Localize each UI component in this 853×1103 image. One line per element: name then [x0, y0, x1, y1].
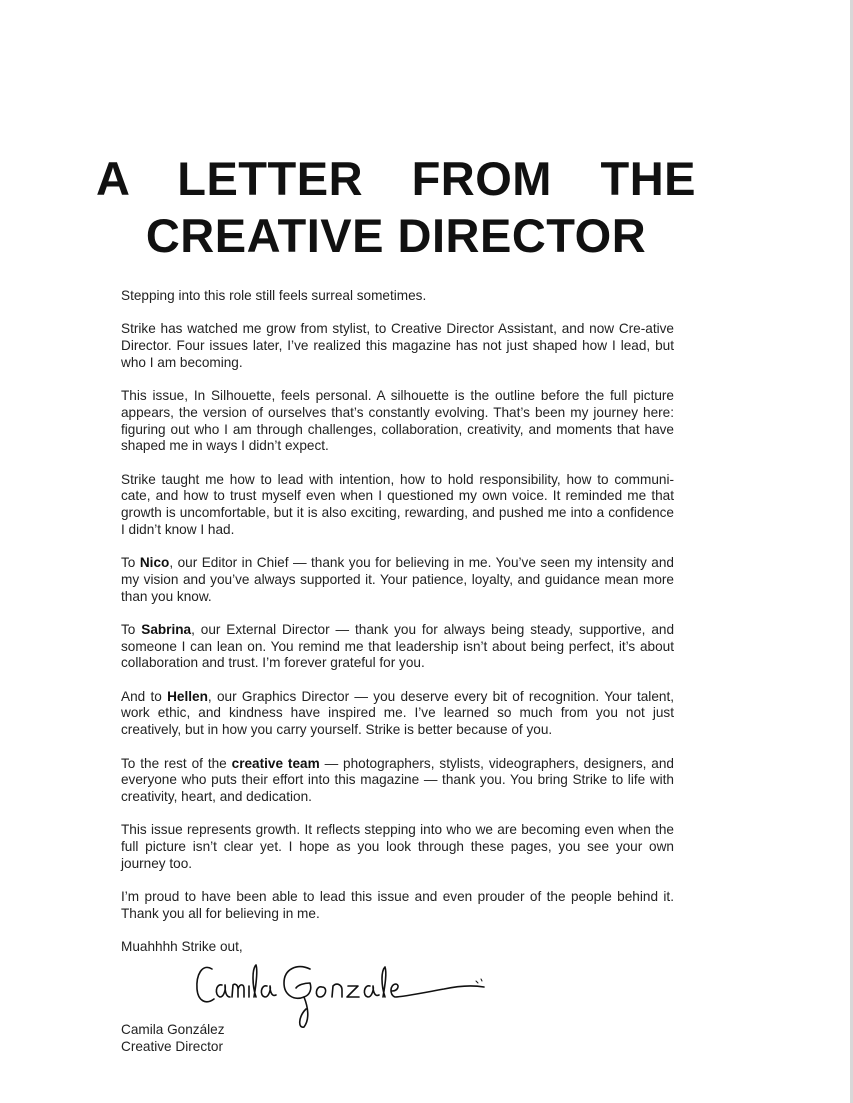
paragraph-6-lead: To [121, 621, 142, 637]
paragraph-4: Strike taught me how to lead with intention, how to hold responsibility, how to communi-cate, and how to trust myself even when I questioned my own voice. It reminded me that growth is uncomfortable, but it is also exciting, rewarding, and pushed me into a confidence I didn’t know I had. [121, 471, 674, 537]
handwritten-signature [192, 955, 492, 1031]
name-creative-team: creative team [231, 755, 320, 771]
paragraph-5-lead: To [121, 555, 140, 571]
paragraph-2: Strike has watched me grow from stylist, to Creative Director Assistant, and now Cre-ative Director. Four issues later, I’ve realized this magazine has not just shaped how I lead, but who I am becoming. [121, 321, 674, 370]
name-nico: Nico [139, 555, 170, 571]
paragraph-6-text: , our External Director — thank you for always being steady, supportive, and someone I can lean on. You remind me that leadership isn’t about being perfect, it’s about collaboration and trust. I’m forever grateful for you. [121, 621, 674, 671]
name-sabrina: Sabrina [141, 621, 192, 637]
paragraph-5-text: , our Editor in Chief — thank you for believing in me. You’ve seen my intensity and my vision and you’ve always supported it. Your patience, loyalty, and guidance mean more than you know. [121, 555, 674, 604]
signoff: Muahhhh Strike out, [121, 939, 243, 955]
paragraph-3: This issue, In Silhouette, feels personal. A silhouette is the outline before the full picture appears, the version of ourselves that’s constantly evolving. That’s been my journey here: figuring out who I am through challenges, collaboration, creativity, and moments that have shaped me in ways I didn’t expect. [121, 388, 674, 454]
paragraph-9: This issue represents growth. It reflects stepping into who we are becoming even when the full picture isn’t clear yet. I hope as you look through these pages, you see your own journey too. [121, 822, 674, 871]
page-title [96, 150, 696, 264]
signer-role: Creative Director [121, 1039, 223, 1054]
letter-body [121, 288, 674, 973]
paragraph-7-text: , our Graphics Director — you deserve every bit of recognition. Your talent, work ethic, and kindness have inspired me. I’ve learned so much from you not just creatively, but in how you carry yourself. Strike is better because of you. [121, 688, 675, 738]
name-hellen: Hellen [167, 688, 208, 704]
paragraph-6 [121, 622, 674, 672]
title-line-2: CREATIVE DIRECTOR [145, 209, 647, 262]
title-line-1: A LETTER FROM THE [96, 152, 696, 205]
paragraph-10: I’m proud to have been able to lead this issue and even prouder of the people behind it. Thank you all for believing in me. [121, 889, 674, 921]
paragraph-7-lead: And to [121, 688, 168, 704]
paragraph-8-text: — photographers, stylists, videographers, designers, and everyone who puts their effort into this magazine — thank you. You bring Strike to life with creativity, heart, and dedication. [121, 755, 674, 804]
signer-name: Camila González [121, 1022, 225, 1037]
paragraph-7 [121, 689, 674, 739]
paragraph-8-lead: To the rest of the [121, 755, 232, 771]
paragraph-1: Stepping into this role still feels surreal sometimes. [121, 288, 427, 303]
paragraph-5 [121, 555, 674, 605]
paragraph-8 [121, 756, 674, 806]
